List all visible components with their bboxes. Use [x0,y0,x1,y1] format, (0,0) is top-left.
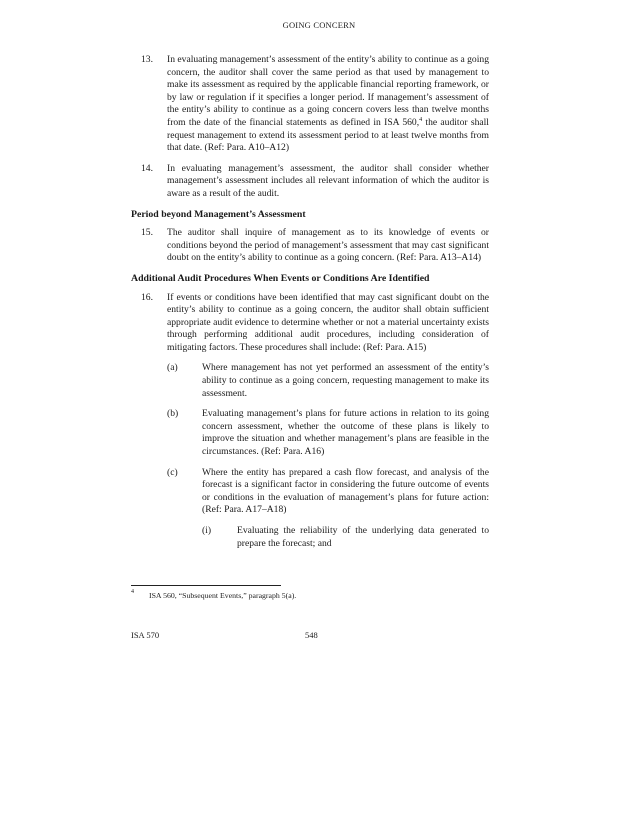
list-item [167,408,489,458]
footnote-mark: 4 [131,589,134,595]
paragraph-number: 15. [141,227,153,239]
sub-list-item-label: (i) [202,525,212,536]
paragraph-16 [131,292,489,355]
footnote-divider [131,585,281,586]
sub-list-item [202,525,489,550]
section-heading: Additional Audit Procedures When Events or Conditions Are Identified [131,272,430,284]
running-footer-label: ISA 570 [131,630,160,640]
running-header: GOING CONCERN [282,20,356,30]
footnote-text: ISA 560, “Subsequent Events,” paragraph 5(a). [149,591,297,600]
paragraph-15 [131,227,489,265]
list-item-label: (b) [167,408,179,420]
body-content [131,54,489,550]
list-item [167,362,489,400]
footnote [131,591,491,600]
paragraph-text: If events or conditions have been identified that may cast significant doubt on the entity’s ability to continue as a going concern, the auditor shall obtain sufficient appropriate audit evidence to determine whether or not a material uncertainty exists through performing additional audit procedures, including consideration of mitigating factors. These procedures shall include: (Ref: Para. A15) [167,291,489,353]
list-item-text: Evaluating management’s plans for future actions in relation to its going concern assessment, whether the outcome of these plans is likely to improve the situation and whether management’s plans are feasible in the circumstances. (Ref: Para. A16) [202,408,489,458]
page-number: 548 [305,630,318,640]
section-heading: Period beyond Management’s Assessment [131,208,306,220]
paragraph-number: 13. [141,54,153,65]
list-item-text: Where the entity has prepared a cash flow forecast, and analysis of the forecast is a significant factor in considering the future outcome of events or conditions in the evaluation of management’s plans for future action: (Ref: Para. A17–A18) [202,466,489,516]
paragraph-text: In evaluating management’s assessment, the auditor shall consider whether management’s assessment includes all relevant information of which the auditor is aware as a result of the audit. [167,162,489,199]
paragraph-number: 14. [141,162,153,174]
list-item [167,467,489,517]
paragraph-number: 16. [141,291,153,303]
paragraph-14 [131,163,489,201]
list-item-label: (a) [167,362,178,374]
paragraph-text [167,54,489,155]
list-item-text: Where management has not yet performed an assessment of the entity’s ability to continue as a going concern, requesting management to make its assessment. [202,362,489,399]
footnote-reference[interactable]: 4 [419,116,423,123]
list-item-label: (c) [167,466,178,478]
sub-list-item-text: Evaluating the reliability of the underlying data generated to prepare the forecast; and [237,525,489,549]
paragraph-text-part: the auditor shall request management to extend its assessment period to at least twelve months from that date. (Ref: Para. A10–A12) [167,116,489,154]
paragraph-13 [131,54,489,155]
paragraph-text: The auditor shall inquire of management as to its knowledge of events or conditions beyond the period of management’s assessment that may cast significant doubt on the entity’s ability to continue as a going concern. (Ref: Para. A13–A14) [167,227,489,264]
paragraph-text-part: In evaluating management’s assessment of the entity’s ability to continue as a going concern, the auditor shall cover the same period as that used by management to make its assessment as required by the applicable financial reporting framework, or by law or regulation if it specifies a longer period. If management’s assessment of the entity’s ability to continue as a going concern covers less than twelve months from the date of the financial statements as defined in ISA 560, [167,54,489,128]
